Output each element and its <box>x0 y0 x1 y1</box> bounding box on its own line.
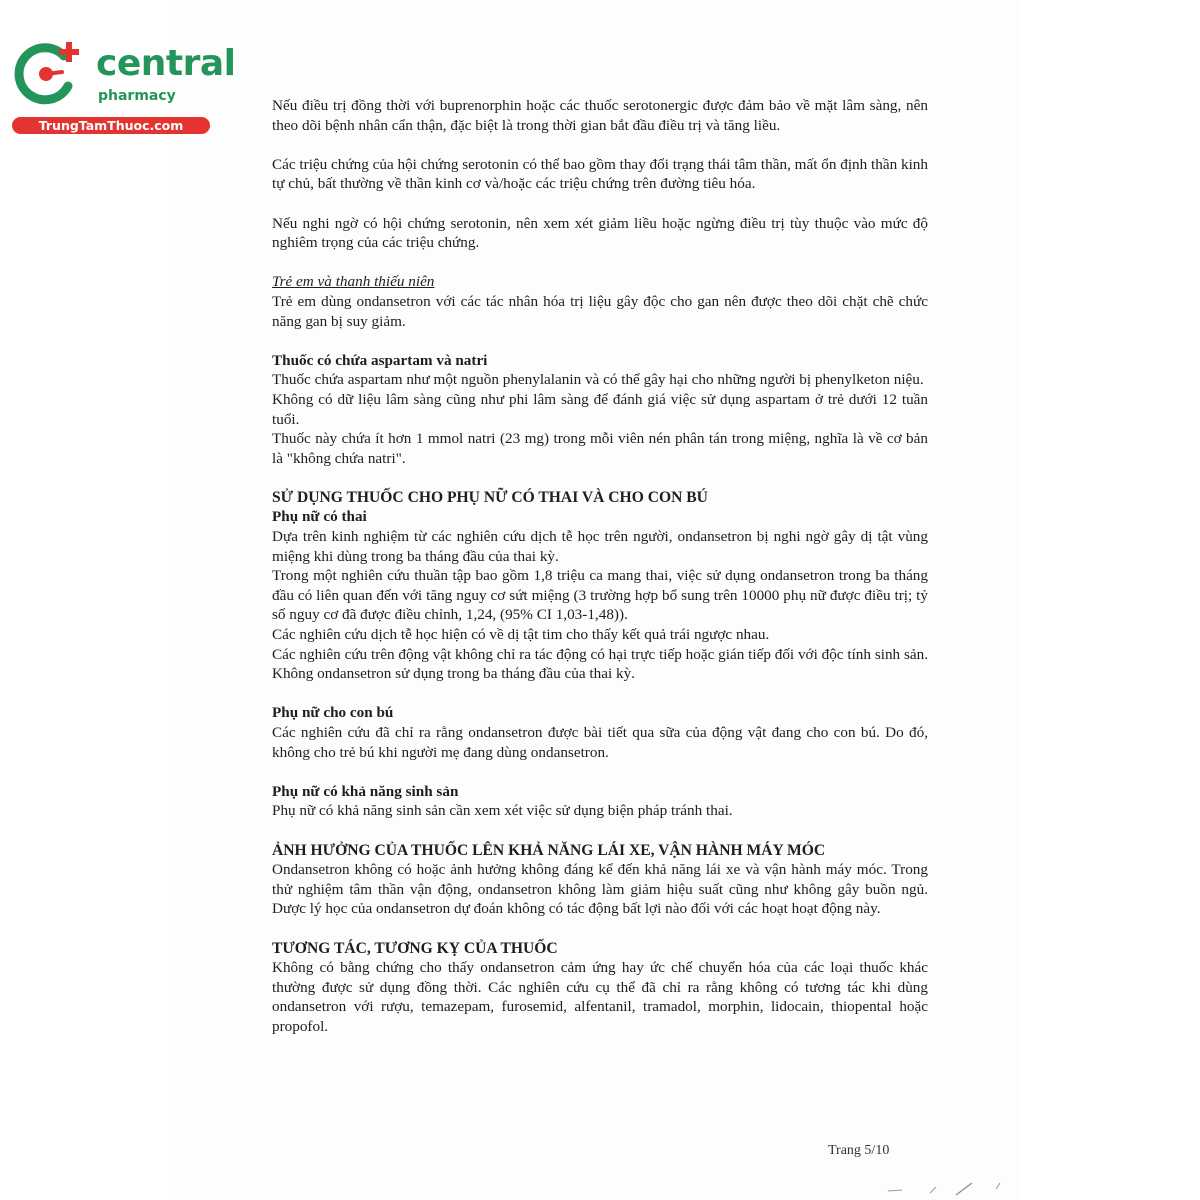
paragraph-serotonin-symptoms: Các triệu chứng của hội chứng serotonin có thể bao gồm thay đổi trạng thái tâm thần, mất ổn định thần kinh tự chủ, bất thường về thần kinh cơ và/hoặc các triệu chứng trên đường tiêu hóa. <box>272 155 928 193</box>
brand-website[interactable]: TrungTamThuoc.com <box>12 117 210 134</box>
paragraph-buprenorphin: Nếu điều trị đồng thời với buprenorphin hoặc các thuốc serotonergic được đảm bảo về mặt lâm sàng, nên theo dõi bệnh nhân cẩn thận, đặc biệt là trong thời gian bắt đầu điều trị và tăng liều. <box>272 97 928 134</box>
heading-breastfeeding: Phụ nữ cho con bú <box>272 704 394 722</box>
section-interactions: TƯƠNG TÁC, TƯƠNG KỴ CỦA THUỐC <box>272 939 558 957</box>
section-pregnancy: SỬ DỤNG THUỐC CHO PHỤ NỮ CÓ THAI VÀ CHO CON BÚ <box>272 488 708 506</box>
paragraph-pregnant-3: Các nghiên cứu dịch tễ học hiện có về dị tật tim cho thấy kết quả trái ngược nhau. <box>272 626 770 644</box>
paragraph-driving: Ondansetron không có hoặc ảnh hưởng không đáng kể đến khả năng lái xe và vận hành máy móc. Trong thử nghiệm tâm thần vận động, ondansetron không làm giảm hiệu suất cũng như không gây buồn ngủ. Dược lý học của ondansetron dự đoán không có tác động bất lợi nào đối với các hoạt hoạt động này. <box>272 861 928 918</box>
paragraph-pregnant-2: Trong một nghiên cứu thuần tập bao gồm 1,8 triệu ca mang thai, việc sử dụng ondansetron trong ba tháng đầu có liên quan đến với tăng nguy cơ sứt miệng (3 trường hợp bổ sung trên 10000 phụ nữ được điều trị; tỷ số nguy cơ đã được điều chỉnh, 1,24, (95% CI 1,03-1,48)). <box>272 567 928 624</box>
paragraph-pregnant-4: Các nghiên cứu trên động vật không chỉ ra tác động có hại trực tiếp hoặc gián tiếp đối với độc tính sinh sản. Không ondansetron sử dụng trong ba tháng đầu của thai kỳ. <box>272 645 928 683</box>
scan-edge-marks <box>880 1175 1020 1200</box>
paragraph-pregnant-1: Dựa trên kinh nghiệm từ các nghiên cứu dịch tễ học trên người, ondansetron bị nghi ngờ gây dị tật vùng miệng khi dùng trong ba tháng đầu của thai kỳ. <box>272 528 928 565</box>
paragraph-serotonin-suspect: Nếu nghi ngờ có hội chứng serotonin, nên xem xét giảm liều hoặc ngừng điều trị tùy thuộc vào mức độ nghiêm trọng của các triệu chứng. <box>272 214 928 252</box>
heading-aspartam: Thuốc có chứa aspartam và natri <box>272 351 488 369</box>
page-number: Trang 5/10 <box>828 1143 890 1158</box>
heading-children: Trẻ em và thanh thiếu niên <box>272 273 435 291</box>
paragraph-children: Trẻ em dùng ondansetron với các tác nhân hóa trị liệu gây độc cho gan nên được theo dõi chặt chẽ chức năng gan bị suy giảm. <box>272 292 928 330</box>
paragraph-aspartam-2: Không có dữ liệu lâm sàng cũng như phi lâm sàng để đánh giá việc sử dụng aspartam ở trẻ dưới 12 tuần tuổi. <box>272 390 928 428</box>
paragraph-aspartam-3: Thuốc này chứa ít hơn 1 mmol natri (23 mg) trong mỗi viên nén phân tán trong miệng, nghĩa là về cơ bản là "không chứa natri". <box>272 430 928 467</box>
brand-subtitle: pharmacy <box>98 88 176 104</box>
heading-fertility: Phụ nữ có khả năng sinh sản <box>272 782 459 800</box>
logo-c-cross-icon <box>10 38 82 110</box>
heading-pregnant: Phụ nữ có thai <box>272 508 367 526</box>
central-pharmacy-logo[interactable] <box>10 38 236 138</box>
document-body <box>272 96 928 1037</box>
paragraph-fertility: Phụ nữ có khả năng sinh sản cần xem xét việc sử dụng biện pháp tránh thai. <box>272 802 733 820</box>
paragraph-interactions: Không có bằng chứng cho thấy ondansetron cảm ứng hay ức chế chuyển hóa của các loại thuốc khác thường được sử dụng đồng thời. Các nghiên cứu cụ thể đã chỉ ra rằng không có tương tác khi dùng ondansetron với rượu, temazepam, furosemid, alfentanil, tramadol, morphin, lidocain, thiopental hoặc propofol. <box>272 959 928 1035</box>
section-driving: ẢNH HƯỞNG CỦA THUỐC LÊN KHẢ NĂNG LÁI XE, VẬN HÀNH MÁY MÓC <box>272 841 826 859</box>
brand-name: central <box>96 43 236 84</box>
paragraph-breastfeeding: Các nghiên cứu đã chỉ ra rằng ondansetron được bài tiết qua sữa của động vật đang cho con bú. Do đó, không cho trẻ bú khi người mẹ đang dùng ondansetron. <box>272 724 928 761</box>
paragraph-aspartam-1: Thuốc chứa aspartam như một nguồn phenylalanin và có thể gây hại cho những người bị phenylketon niệu. <box>272 371 924 389</box>
